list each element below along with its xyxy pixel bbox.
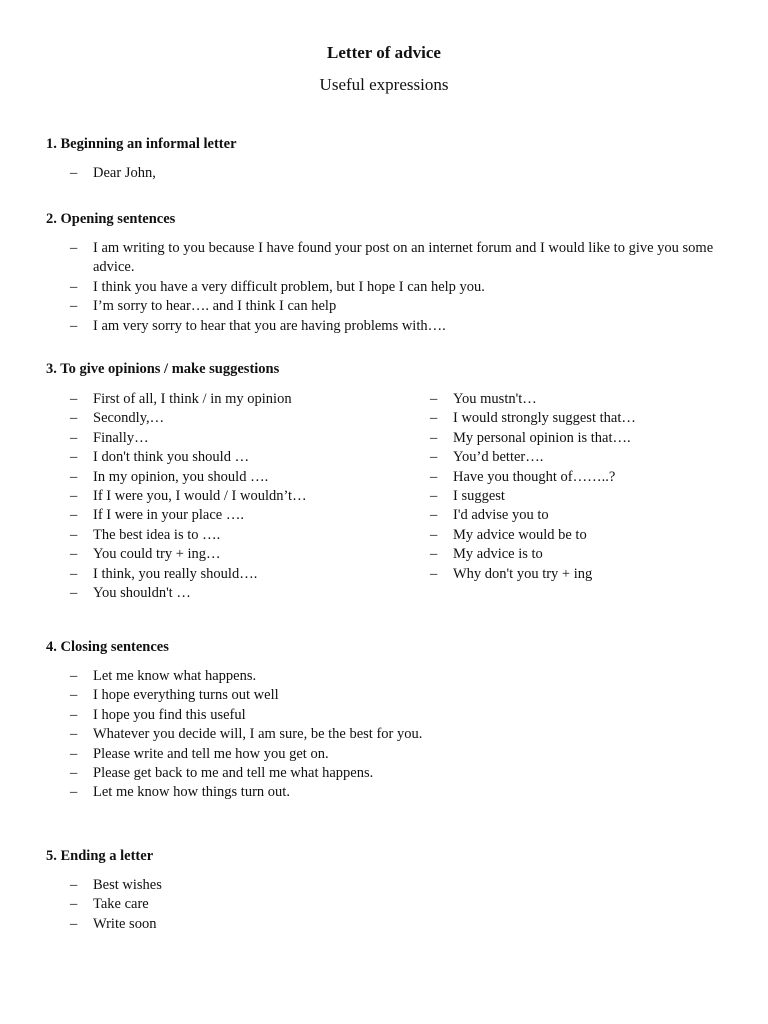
section-5-heading: 5. Ending a letter xyxy=(46,848,154,864)
list-item: – I don't think you should … xyxy=(70,448,410,467)
section-3-heading: 3. To give opinions / make suggestions xyxy=(46,361,280,377)
list-item: – If I were in your place …. xyxy=(70,506,410,525)
list-item: – I think, you really should…. xyxy=(70,565,410,584)
list-item: – Have you thought of……..? xyxy=(430,468,750,487)
list-item: – I am very sorry to hear that you are having problems with…. xyxy=(70,317,730,336)
list-item: – You could try + ing… xyxy=(70,545,410,564)
section-1-list xyxy=(70,164,730,183)
section-4-heading: 4. Closing sentences xyxy=(46,639,169,655)
section-4-list xyxy=(70,667,730,803)
list-item: – I think you have a very difficult problem, but I hope I can help you. xyxy=(70,278,730,297)
list-item: – Dear John, xyxy=(70,164,730,183)
list-item: – You’d better…. xyxy=(430,448,750,467)
section-3-left-list xyxy=(70,390,410,603)
list-item: – Please get back to me and tell me what happens. xyxy=(70,764,730,783)
list-item: – Take care xyxy=(70,895,730,914)
list-item: – Whatever you decide will, I am sure, be the best for you. xyxy=(70,725,730,744)
list-item: – You mustn't… xyxy=(430,390,750,409)
list-item: – I am writing to you because I have found your post on an internet forum and I would like to give you some advice. xyxy=(70,239,730,278)
list-item: – My personal opinion is that…. xyxy=(430,429,750,448)
list-item: – I hope everything turns out well xyxy=(70,686,730,705)
list-item: – Best wishes xyxy=(70,876,730,895)
list-item: – I’m sorry to hear…. and I think I can help xyxy=(70,297,730,316)
list-item: – Let me know how things turn out. xyxy=(70,783,730,802)
list-item: – The best idea is to …. xyxy=(70,526,410,545)
list-item: – In my opinion, you should …. xyxy=(70,468,410,487)
section-2-heading: 2. Opening sentences xyxy=(46,211,176,227)
list-item: – I would strongly suggest that… xyxy=(430,409,750,428)
document-title: Letter of advice xyxy=(327,43,441,62)
list-item: – I'd advise you to xyxy=(430,506,750,525)
section-3-right-list xyxy=(430,390,750,584)
list-item: – Please write and tell me how you get on. xyxy=(70,745,730,764)
section-1-heading: 1. Beginning an informal letter xyxy=(46,136,237,152)
list-item: – Let me know what happens. xyxy=(70,667,730,686)
list-item: – Write soon xyxy=(70,915,730,934)
list-item: – You shouldn't … xyxy=(70,584,410,603)
list-item: – My advice is to xyxy=(430,545,750,564)
document-subtitle: Useful expressions xyxy=(319,75,449,94)
section-5-list xyxy=(70,876,730,934)
section-2-list xyxy=(70,239,730,336)
list-item: – I hope you find this useful xyxy=(70,706,730,725)
list-item: – First of all, I think / in my opinion xyxy=(70,390,410,409)
list-item: – My advice would be to xyxy=(430,526,750,545)
list-item: – I suggest xyxy=(430,487,750,506)
list-item: – Finally… xyxy=(70,429,410,448)
list-item: – Secondly,… xyxy=(70,409,410,428)
list-item: – If I were you, I would / I wouldn’t… xyxy=(70,487,410,506)
list-item: – Why don't you try + ing xyxy=(430,565,750,584)
